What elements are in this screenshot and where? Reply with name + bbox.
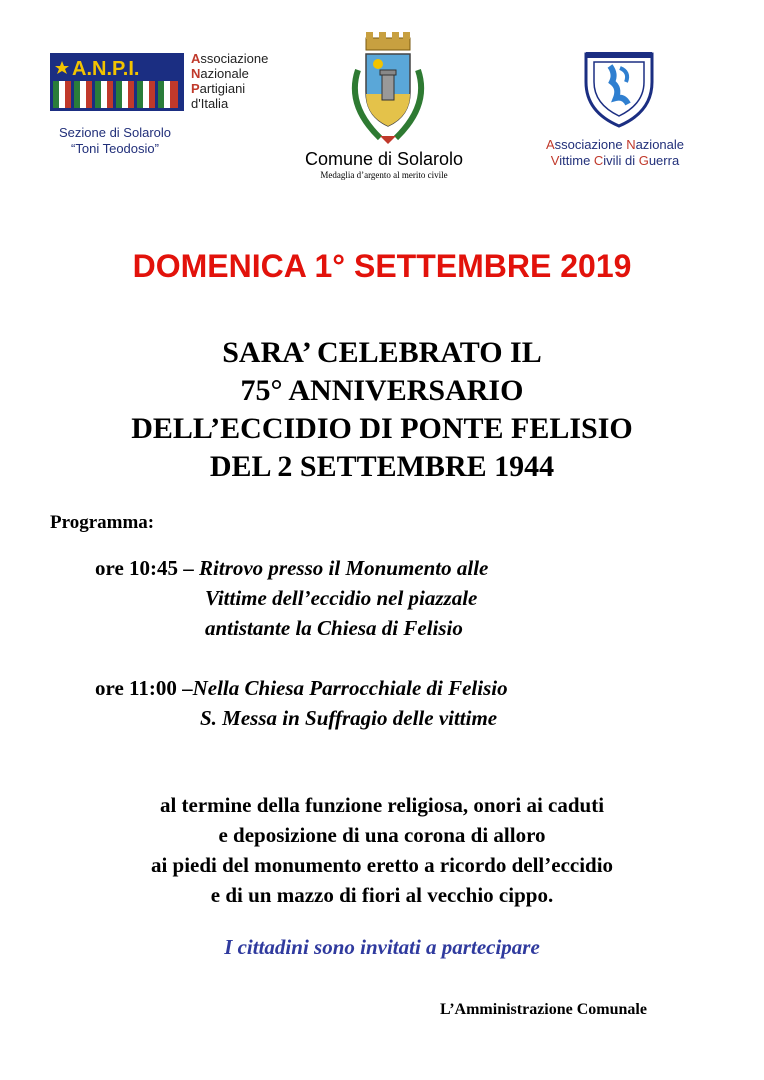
headline-line: DEL 2 SETTEMBRE 1944	[209, 450, 555, 483]
comune-medal-note: Medaglia d’argento al merito civile	[320, 170, 448, 180]
invitation: I cittadini sono invitati a partecipare	[224, 935, 540, 959]
program-item	[95, 673, 508, 703]
anpi-wordmark-line: Nazionale	[191, 66, 249, 81]
comune-name: Comune di Solarolo	[304, 149, 464, 169]
closing-text	[0, 790, 764, 910]
program-item	[95, 553, 488, 583]
anpi-section-dedication: “Toni Teodosio”	[71, 141, 159, 156]
signature: L’Amministrazione Comunale	[440, 1001, 647, 1018]
headline-line: 75° ANNIVERSARIO	[240, 374, 524, 407]
headline-line: SARA’ CELEBRATO IL	[222, 336, 542, 369]
program-label: Programma:	[50, 512, 155, 533]
closing-line: ai piedi del monumento eretto a ricordo dell’eccidio	[150, 853, 614, 877]
anvcg-name-line: Associazione Nazionale	[545, 137, 685, 152]
anvcg-name	[515, 137, 715, 169]
program-desc: Nella Chiesa Parrocchiale di Felisio	[192, 676, 508, 700]
anpi-wordmark-line: Associazione	[191, 51, 269, 66]
program-time: ore 10:45 –	[95, 556, 200, 580]
anpi-logo-text: A.N.P.I.	[72, 58, 140, 80]
program-time: ore 11:00 –	[95, 676, 193, 700]
headline-line: DELL’ECCIDIO DI PONTE FELISIO	[131, 412, 633, 445]
anvcg-shield	[580, 48, 658, 128]
closing-line: al termine della funzione religiosa, onori ai caduti	[159, 793, 605, 817]
anpi-section	[40, 125, 190, 157]
anpi-wordmark-line: Partigiani	[191, 81, 246, 96]
closing-line: e di un mazzo di fiori al vecchio cippo.	[210, 883, 554, 907]
anpi-wordmark	[191, 51, 268, 111]
program-desc-cont: antistante la Chiesa di Felisio	[205, 616, 463, 640]
anvcg-name-line: Vittime Civili di Guerra	[550, 153, 680, 168]
program-desc-cont: Vittime dell’eccidio nel piazzale	[205, 586, 478, 610]
headline	[0, 334, 764, 486]
anpi-section-name: Sezione di Solarolo	[58, 125, 172, 140]
closing-line: e deposizione di una corona di alloro	[218, 823, 546, 847]
comune-crest	[340, 30, 436, 148]
program-desc: Ritrovo presso il Monumento alle	[199, 556, 489, 580]
event-date: DOMENICA 1° SETTEMBRE 2019	[132, 248, 632, 284]
anpi-wordmark-line: d'Italia	[191, 96, 229, 111]
anpi-logo	[50, 53, 184, 111]
program-desc-cont: S. Messa in Suffragio delle vittime	[200, 706, 498, 730]
